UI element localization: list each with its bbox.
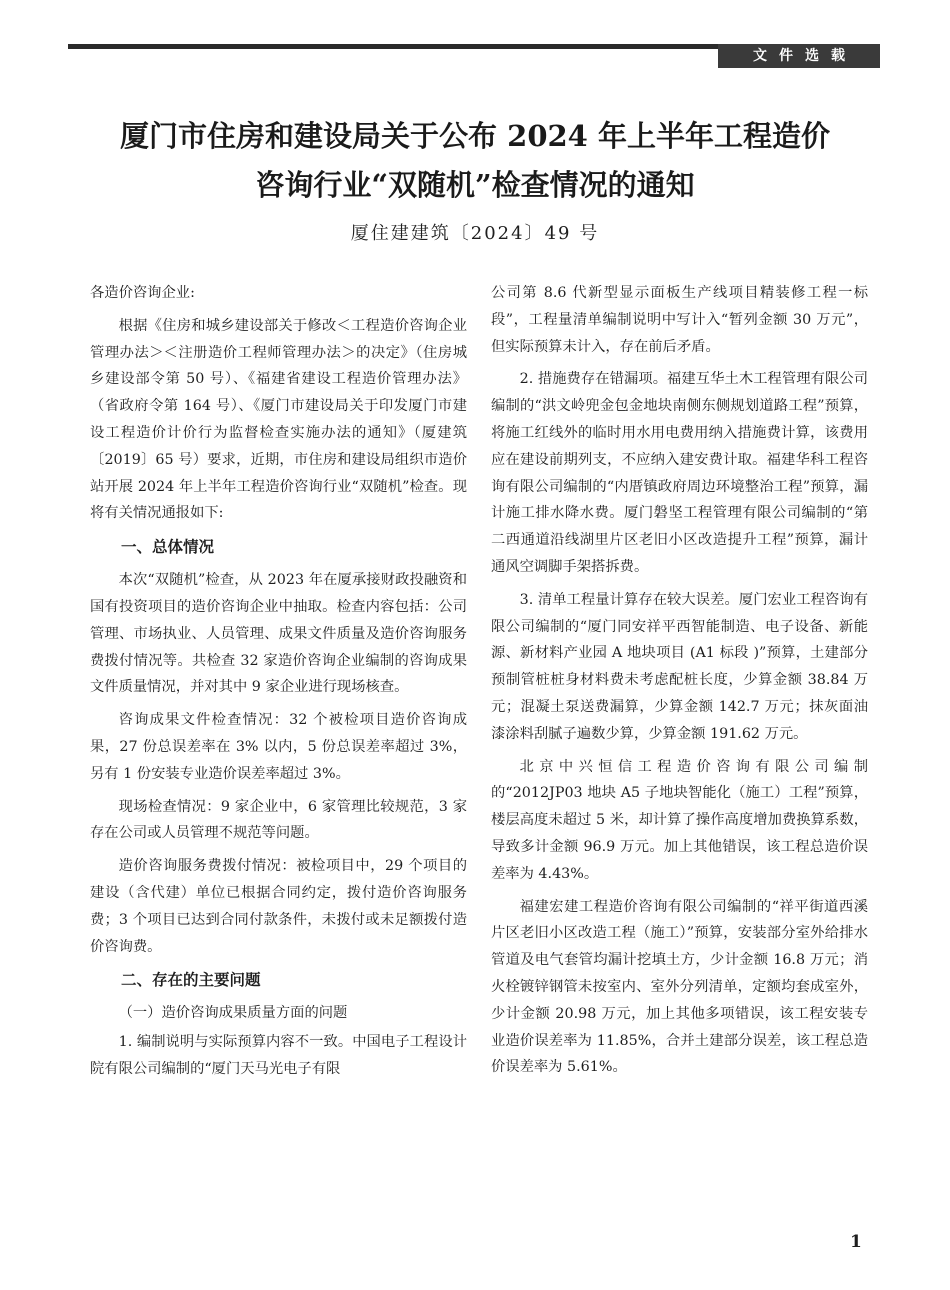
- problem-paragraph-1: 1. 编制说明与实际预算内容不一致。中国电子工程设计院有限公司编制的“厦门天马光电子有限: [90, 1034, 467, 1077]
- subsection-heading-quality: （一）造价咨询成果质量方面的问题: [118, 1005, 348, 1022]
- overview-paragraph-2: 咨询成果文件检查情况：32 个被检项目造价咨询成果，27 份总误差率在 3% 以内，5 份总误差率超过 3%，另有 1 份安装专业造价误差率超过 3%。: [90, 712, 467, 782]
- problem-paragraph-2: 2. 措施费存在错漏项。福建互华土木工程管理有限公司编制的“洪文岭兜金包金地块南侧东侧规划道路工程”预算，将施工红线外的临时用水用电费用纳入措施费计算，该费用应在建设前期列支，不应纳入建安费计取。福建华科工程咨询有限公司编制的“内厝镇政府周边环境整治工程”预算，漏计施工排水降水费。厦门磐坚工程管理有限公司编制的“第二西通道沿线湖里片区老旧小区改造提升工程”预算，漏计通风空调脚手架搭拆费。: [491, 371, 868, 575]
- title-line-2: 咨询行业“双随机”检查情况的通知: [255, 168, 695, 202]
- section-heading-problems: 二、存在的主要问题: [121, 971, 261, 990]
- title-line-1: 厦门市住房和建设局关于公布 2024 年上半年工程造价: [120, 119, 830, 153]
- right-column: [491, 280, 868, 1087]
- overview-paragraph-3: 现场检查情况：9 家企业中，6 家管理比较规范，3 家存在公司或人员管理不规范等问题。: [90, 798, 467, 842]
- page-number: 1: [850, 1232, 862, 1252]
- document-number: 厦住建建筑〔2024〕49 号: [350, 223, 600, 244]
- problem-paragraph-4: 北京中兴恒信工程造价咨询有限公司编制的“2012JP03 地块 A5 子地块智能化（施工）工程”预算，楼层高度未超过 5 米，却计算了操作高度增加费换算系数，导致多计金额 96.9 万元。加上其他错误，该工程总造价误差率为 4.43%。: [491, 758, 868, 882]
- problem-paragraph-1-continued: 公司第 8.6 代新型显示面板生产线项目精装修工程一标段”，工程量清单编制说明中写计入“暂列金额 30 万元”，但实际预算未计入，存在前后矛盾。: [491, 285, 868, 355]
- document-title: [60, 112, 890, 210]
- problem-paragraph-3: 3. 清单工程量计算存在较大误差。厦门宏业工程咨询有限公司编制的“厦门同安祥平西智能制造、电子设备、新能源、新材料产业园 A 地块项目 (A1 标段 )”预算，土建部分预制管桩桩身材料费未考虑配桩长度，少算金额 38.84 万元；混凝土泵送费漏算，少算金额 142.7 万元；抹灰面油漆涂料刮腻子遍数少算，少算金额 191.62 万元。: [491, 591, 868, 742]
- problem-paragraph-5: 福建宏建工程造价咨询有限公司编制的“祥平街道西溪片区老旧小区改造工程（施工）”预算，安装部分室外给排水管道及电气套管均漏计挖填土方，少计金额 16.8 万元；消火栓镀锌钢管未按室内、室外分列清单，定额均套成室外，少计金额 20.98 万元，加上其他多项错误，该工程安装专业造价误差率为 11.85%，合并土建部分误差，该工程总造价误差率为 5.61%。: [491, 898, 868, 1076]
- overview-paragraph-4: 造价咨询服务费拨付情况：被检项目中，29 个项目的建设（含代建）单位已根据合同约定，拨付造价咨询服务费；3 个项目已达到合同付款条件，未拨付或未足额拨付造价咨询费。: [90, 858, 467, 955]
- left-column: [90, 280, 467, 1089]
- section-heading-overview: 一、总体情况: [121, 538, 215, 557]
- overview-paragraph-1: 本次“双随机”检查，从 2023 年在厦承接财政投融资和国有投资项目的造价咨询企业中抽取。检查内容包括：公司管理、市场执业、人员管理、成果文件质量及造价咨询服务费拨付情况等。共检查 32 家造价咨询企业编制的咨询成果文件质量情况，并对其中 9 家企业进行现场核查。: [90, 572, 467, 696]
- section-label: 文件选载: [718, 44, 880, 68]
- salutation: 各造价咨询企业:: [90, 285, 195, 301]
- intro-paragraph: 根据《住房和城乡建设部关于修改＜工程造价咨询企业管理办法＞＜注册造价工程师管理办法＞的决定》（住房城乡建设部令第 50 号）、《福建省建设工程造价管理办法》（省政府令第 164 号）、《厦门市建设局关于印发厦门市建设工程造价计价行为监督检查实施办法的通知》（厦建筑〔2019〕65 号）要求，近期，市住房和建设局组织市造价站开展 2024 年上半年工程造价咨询行业“双随机”检查。现将有关情况通报如下:: [90, 317, 467, 522]
